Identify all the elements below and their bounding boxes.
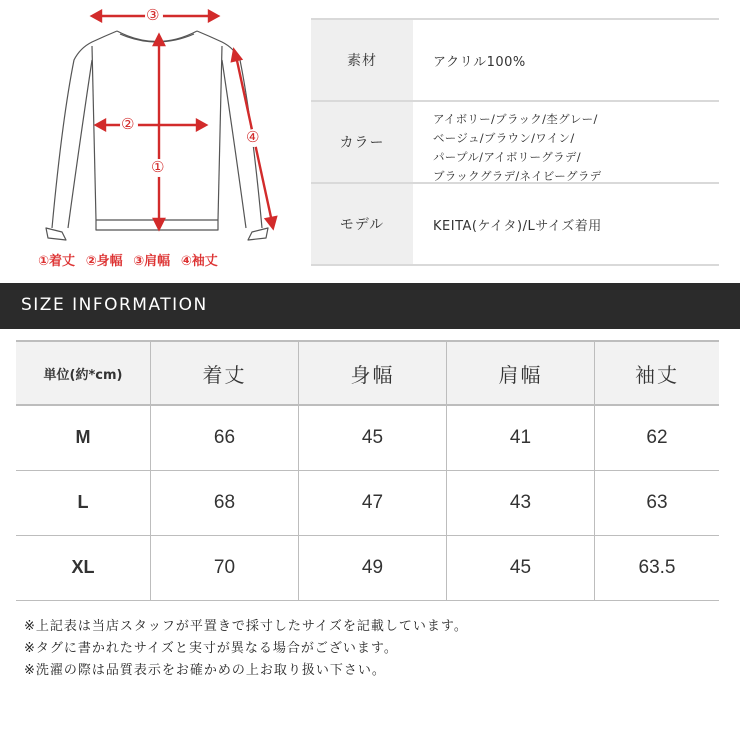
value-cell: 68 bbox=[151, 470, 299, 535]
garment-diagram bbox=[0, 0, 290, 278]
note-line: ※タグに書かれたサイズと実寸が異なる場合がございます。 bbox=[24, 641, 398, 656]
legend-item-sleeve bbox=[181, 254, 218, 269]
product-info-table bbox=[311, 18, 719, 266]
legend-label: 肩幅 bbox=[144, 254, 171, 269]
size-table-header-row bbox=[16, 341, 719, 405]
size-table bbox=[16, 340, 719, 601]
value-cell: 49 bbox=[299, 535, 447, 600]
notes bbox=[24, 616, 468, 682]
marker-body-width: ② bbox=[121, 115, 135, 133]
legend-item-length bbox=[38, 254, 75, 269]
value-cell: 45 bbox=[447, 535, 595, 600]
size-cell: M bbox=[16, 405, 151, 470]
value-cell: 62 bbox=[595, 405, 720, 470]
material-label: 素材 bbox=[311, 20, 413, 100]
legend-num: ② bbox=[85, 254, 97, 269]
legend-num: ① bbox=[38, 254, 50, 269]
color-line: パープル/アイボリーグラデ/ bbox=[433, 150, 581, 164]
value-cell: 70 bbox=[151, 535, 299, 600]
legend-label: 身幅 bbox=[96, 254, 123, 269]
note-line: ※洗濯の際は品質表示をお確かめの上お取り扱い下さい。 bbox=[24, 663, 386, 678]
value-cell: 45 bbox=[299, 405, 447, 470]
color-value bbox=[413, 102, 719, 182]
info-row-material bbox=[311, 18, 719, 102]
size-cell: XL bbox=[16, 535, 151, 600]
diagram-legend bbox=[38, 250, 224, 269]
legend-label: 着丈 bbox=[49, 254, 76, 269]
header-body-width: 身幅 bbox=[299, 341, 447, 405]
note-line: ※上記表は当店スタッフが平置きで採寸したサイズを記載しています。 bbox=[24, 619, 468, 634]
size-information-banner bbox=[0, 283, 740, 329]
table-row bbox=[16, 405, 719, 470]
legend-item-body-width bbox=[86, 254, 123, 269]
value-cell: 66 bbox=[151, 405, 299, 470]
model-label: モデル bbox=[311, 184, 413, 264]
header-length: 着丈 bbox=[151, 341, 299, 405]
header-shoulder: 肩幅 bbox=[447, 341, 595, 405]
color-line: ブラックグラデ/ネイビーグラデ bbox=[433, 169, 602, 183]
sweater-outline-illustration bbox=[0, 0, 290, 250]
color-line: ベージュ/ブラウン/ワイン/ bbox=[433, 131, 575, 145]
info-row-model bbox=[311, 184, 719, 266]
value-cell: 63.5 bbox=[595, 535, 720, 600]
info-row-color bbox=[311, 102, 719, 184]
marker-sleeve: ④ bbox=[246, 128, 260, 146]
value-cell: 47 bbox=[299, 470, 447, 535]
color-line: アイボリー/ブラック/杢グレー/ bbox=[433, 112, 598, 126]
legend-label: 袖丈 bbox=[191, 254, 218, 269]
value-cell: 63 bbox=[595, 470, 720, 535]
material-value: アクリル100% bbox=[433, 54, 526, 70]
marker-shoulder: ③ bbox=[146, 6, 160, 24]
table-row bbox=[16, 470, 719, 535]
legend-num: ④ bbox=[180, 254, 192, 269]
model-value: KEITA(ケイタ)/Lサイズ着用 bbox=[433, 218, 602, 234]
size-cell: L bbox=[16, 470, 151, 535]
marker-length: ① bbox=[151, 158, 165, 176]
value-cell: 43 bbox=[447, 470, 595, 535]
legend-item-shoulder bbox=[133, 254, 170, 269]
legend-num: ③ bbox=[133, 254, 145, 269]
color-label: カラー bbox=[311, 102, 413, 182]
table-row bbox=[16, 535, 719, 600]
value-cell: 41 bbox=[447, 405, 595, 470]
banner-title: SIZE INFORMATION bbox=[21, 295, 208, 315]
header-unit: 単位(約*cm) bbox=[16, 341, 151, 405]
header-sleeve: 袖丈 bbox=[595, 341, 720, 405]
